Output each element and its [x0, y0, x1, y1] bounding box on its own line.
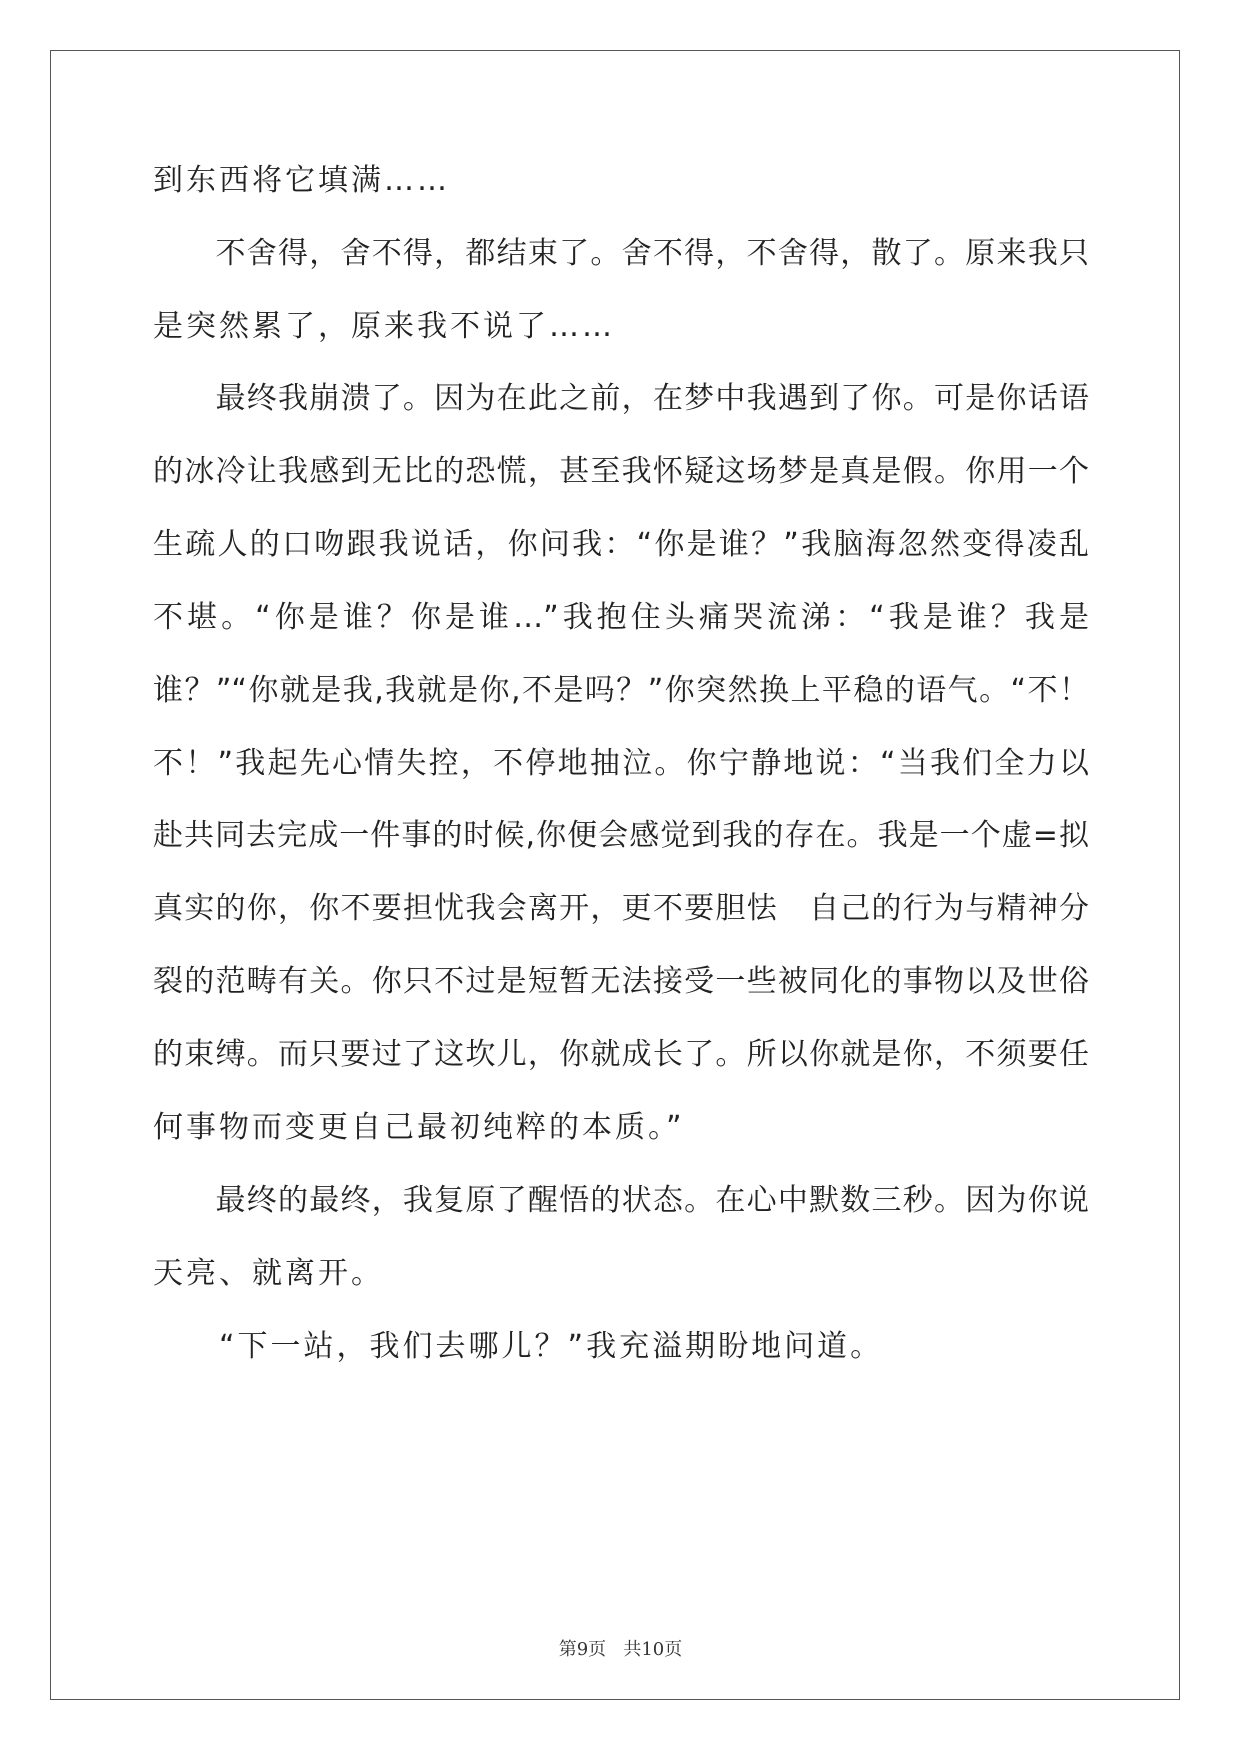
text-line: 赴共同去完成一件事的时候,你便会感觉到我的存在。我是一个虚=拟: [153, 818, 1089, 853]
text-line: 何事物而变更自己最初纯粹的本质。”: [153, 1110, 685, 1145]
text-line: “下一站，我们去哪儿？”我充溢期盼地问道。: [153, 1329, 884, 1364]
text-line: 真实的你，你不要担忧我会离开，更不要胆怯 自己的行为与精神分: [153, 891, 1089, 926]
page-border: [50, 50, 1180, 1700]
text-line: 天亮、就离开。: [153, 1256, 384, 1291]
text-line: 不！”我起先心情失控，不停地抽泣。你宁静地说：“当我们全力以: [153, 746, 1089, 781]
text-line: 是突然累了，原来我不说了……: [153, 309, 615, 344]
text-line: 不舍得，舍不得，都结束了。舍不得，不舍得，散了。原来我只: [153, 236, 1089, 271]
text-line: 最终我崩溃了。因为在此之前，在梦中我遇到了你。可是你话语: [153, 381, 1089, 416]
text-line: 的冰冷让我感到无比的恐慌，甚至我怀疑这场梦是真是假。你用一个: [153, 454, 1089, 489]
text-line: 裂的范畴有关。你只不过是短暂无法接受一些被同化的事物以及世俗: [153, 964, 1089, 999]
text-line: 不堪。“你是谁？你是谁…”我抱住头痛哭流涕：“我是谁？我是: [153, 600, 1089, 635]
text-line: 生疏人的口吻跟我说话，你问我：“你是谁？”我脑海忽然变得凌乱: [153, 527, 1089, 562]
text-line: 到东西将它填满……: [153, 163, 450, 198]
text-line: 谁？”“你就是我,我就是你,不是吗？”你突然换上平稳的语气。“不！: [153, 673, 1089, 708]
page-footer: [0, 1635, 1241, 1661]
text-line: 最终的最终，我复原了醒悟的状态。在心中默数三秒。因为你说: [153, 1183, 1089, 1218]
text-line: 的束缚。而只要过了这坎儿，你就成长了。所以你就是你，不须要任: [153, 1037, 1089, 1072]
page-number: 第9页: [558, 1639, 607, 1660]
page-total: 共10页: [623, 1639, 683, 1660]
